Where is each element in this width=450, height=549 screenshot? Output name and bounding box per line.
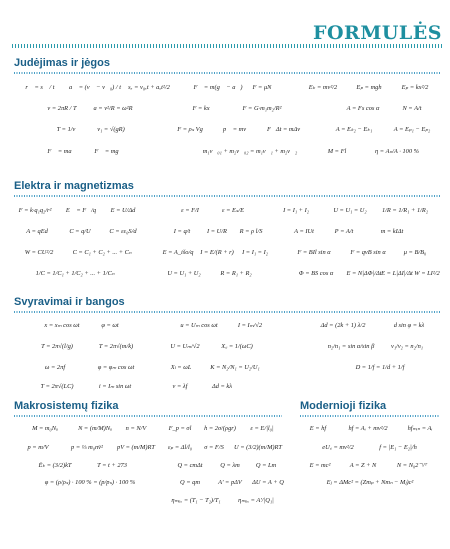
formula: f = |E₁ − E₂|/h <box>379 444 417 451</box>
formula: I = U/R <box>207 228 227 235</box>
formula: v = λf <box>172 383 188 390</box>
formula: m = kIΔt <box>380 228 404 235</box>
formula: Φ = BS cos α <box>298 270 334 277</box>
formula: F = G·m₁m₂/R² <box>242 105 282 112</box>
formula: C = C₁ + C₂ + ... + Cₙ <box>72 249 132 256</box>
formula: I = I₁ = I₂ <box>242 249 268 256</box>
formula: Eₚ = mgh <box>356 84 382 91</box>
formula: E⃗ = F⃗/q <box>65 207 97 214</box>
formula: C = q/U <box>69 228 91 235</box>
section-divider <box>300 415 440 417</box>
section-divider <box>14 415 282 417</box>
formula: p = ⅓ m₀nv̄² <box>71 444 103 451</box>
formula: v₁/v₂ = n₂/n₁ <box>390 343 424 350</box>
formula: σ = F/S <box>204 444 224 451</box>
formula: n = N/V <box>125 425 147 432</box>
formula: F_p = σl <box>168 425 192 432</box>
section-heading-electricity: Elektra ir magnetizmas <box>14 180 134 192</box>
formula: p = m/V <box>27 444 49 451</box>
formula: A = IUt <box>294 228 314 235</box>
formula: u = Uₘ cos ωt <box>180 322 218 329</box>
formula: T = 2π√(m/k) <box>98 343 134 350</box>
formula: A = Eₚ₁ − Eₚ₂ <box>393 126 431 133</box>
formula: W = CU²/2 <box>24 249 54 256</box>
formula: Eⱼ = ΔMc² = (Zmₚ + Nmₙ − Mⱼ)c² <box>326 479 414 486</box>
formula: ε = Eₛ/E <box>222 207 244 214</box>
formula: hf = Aᵢ + mv²/2 <box>348 425 388 432</box>
formula: I = I₁ + I₂ <box>283 207 309 214</box>
formula: T = 1/ν <box>56 126 76 133</box>
formula: F = ρₛ Vg <box>177 126 203 133</box>
section-heading-thermodynamics: Makrosistemų fizika <box>14 400 119 412</box>
formula: N = (m/M)Nₐ <box>78 425 112 432</box>
formula: φ = φₘ cos ωt <box>97 364 135 371</box>
formula: M = Fl <box>327 148 347 155</box>
formula: F = BIl sin α <box>297 249 331 256</box>
formula: F = k·q₁q₂/r² <box>18 207 52 214</box>
formula: Ēₖ = (3/2)kT <box>38 462 72 469</box>
formula: v = 2πR / T <box>47 105 77 112</box>
formula: A = Eₖ₂ − Eₖ₁ <box>335 126 373 133</box>
formula: F = μN <box>252 84 272 91</box>
formula: pV = (m/M)RT <box>117 444 155 451</box>
formula: X꜀ = 1/(ωC) <box>221 343 253 350</box>
formula: Q = cmΔt <box>177 462 203 469</box>
formula: E = L|ΔI|/Δt <box>381 270 413 277</box>
formula: U = U₁ + U₂ <box>167 270 201 277</box>
formula: φ = (ρ/ρₛ) · 100 % = (p/pₛ) · 100 % <box>44 479 136 486</box>
formula: h = 2σ/(ρgr) <box>204 425 236 432</box>
formula: hfₘᵢₙ = Aᵢ <box>407 425 433 432</box>
formula: E = N|ΔΦ|/Δt <box>346 270 382 277</box>
formula: x = xₘ cos ωt <box>44 322 80 329</box>
formula: M = m₀Nₐ <box>32 425 58 432</box>
formula: i = Iₘ sin ωt <box>98 383 132 390</box>
section-heading-mechanics: Judėjimas ir jėgos <box>14 57 110 69</box>
page-title: FORMULĖS <box>313 22 442 44</box>
formula: E = U/Δd <box>110 207 136 214</box>
section-heading-oscillations: Svyravimai ir bangos <box>14 296 125 308</box>
formula: U = (3/2)(m/M)RT <box>234 444 282 451</box>
formula: Q = λm <box>220 462 240 469</box>
formula: N = A/t <box>402 105 422 112</box>
formula: T = 2π√(l/g) <box>41 343 73 350</box>
title-divider <box>12 44 442 48</box>
formula: A = qEd <box>26 228 48 235</box>
formula: η = Aₙ/A · 100 % <box>375 148 419 155</box>
formula: R = ρ l/S <box>239 228 263 235</box>
formula: F⃗ = mg⃗ <box>94 148 124 155</box>
formula: F⃗Δt = mΔv⃗ <box>266 126 306 133</box>
formula: m₁v⃗₀₁ + m₂v⃗₀₂ = m₁v⃗₁ + m₂v⃗₂ <box>202 148 298 155</box>
formula: μ = B/B₀ <box>403 249 427 256</box>
formula: 1/C = 1/C₁ + 1/C₂ + ... + 1/Cₙ <box>35 270 115 277</box>
formula: ω = 2πf <box>44 364 66 371</box>
formula: eU꜀ = mv²/2 <box>322 444 354 451</box>
formula: F = kx <box>192 105 210 112</box>
formula: ε = F/I <box>181 207 199 214</box>
formula: T = t + 273 <box>97 462 127 469</box>
formula: ηₘₐₓ = (T₁ − T₂)/T₁ <box>171 497 221 504</box>
section-divider <box>14 311 440 313</box>
formula: Eₖ = mv²/2 <box>308 84 338 91</box>
formula: I = E/(R + r) <box>200 249 234 256</box>
formula: K = N₂/N₁ = U₂/U₁ <box>210 364 260 371</box>
formula: F⃗ = m(g⃗ − a⃗) <box>193 84 243 91</box>
formula: Q = qm <box>180 479 200 486</box>
formula: 1/R = 1/R₁ + 1/R₂ <box>381 207 429 214</box>
formula: E = A_išo/q <box>162 249 194 256</box>
formula: D = 1/f = 1/d + 1/f <box>355 364 405 371</box>
formula: r⃗ = s⃗ / t <box>25 84 55 91</box>
formula: ε = E/|l₀| <box>250 425 274 432</box>
formula: R = R₁ + R₂ <box>220 270 252 277</box>
formula: N = N₀2⁻ᵗ/ᵀ <box>396 462 428 469</box>
formula: a = v²/R = ω²R <box>93 105 133 112</box>
formula: a⃗ = (v⃗ − v⃗₀) / t <box>68 84 122 91</box>
formula: ΔU = A + Q <box>252 479 284 486</box>
formula: A = Z + N <box>349 462 377 469</box>
formula: A' = pΔV <box>218 479 242 486</box>
formula: E = mc² <box>309 462 331 469</box>
formula: Δd = kλ <box>211 383 233 390</box>
formula: I = q/t <box>173 228 191 235</box>
section-divider <box>14 195 440 197</box>
formula: v₁ = √(gR) <box>97 126 125 133</box>
formula: d sin φ = kλ <box>393 322 425 329</box>
formula: F = qvB sin α <box>350 249 386 256</box>
formula: εₚ = Δl/l₀ <box>167 444 193 451</box>
formula: ηₘₐₓ = A'/|Q₁| <box>238 497 274 504</box>
formula: W = LI²/2 <box>414 270 440 277</box>
formula: Eₚ = kx²/2 <box>401 84 429 91</box>
formula: U = Uₘ/√2 <box>170 343 200 350</box>
formula: p⃗ = mv⃗ <box>222 126 252 133</box>
formula: C = εε₀S/d <box>109 228 137 235</box>
formula: P = A/t <box>334 228 354 235</box>
formula: U = U₁ = U₂ <box>333 207 367 214</box>
formula: sₓ = v₀ₓt + aₓt²/2 <box>128 84 170 91</box>
formula: Δd = (2k + 1) λ/2 <box>320 322 366 329</box>
formula: Q = Lm <box>255 462 277 469</box>
formula: n₂/n₁ = sin α/sin β <box>327 343 375 350</box>
section-divider <box>14 72 440 74</box>
formula: E = hf <box>309 425 327 432</box>
formula: φ = ωt <box>101 322 119 329</box>
formula: T = 2π√(LC) <box>40 383 74 390</box>
section-heading-modern-physics: Modernioji fizika <box>300 400 387 412</box>
formula: I = Iₘ/√2 <box>237 322 263 329</box>
formula: A = Fs cos α <box>346 105 380 112</box>
formula: Xₗ = ωL <box>170 364 192 371</box>
formula: F⃗ = ma⃗ <box>47 148 77 155</box>
